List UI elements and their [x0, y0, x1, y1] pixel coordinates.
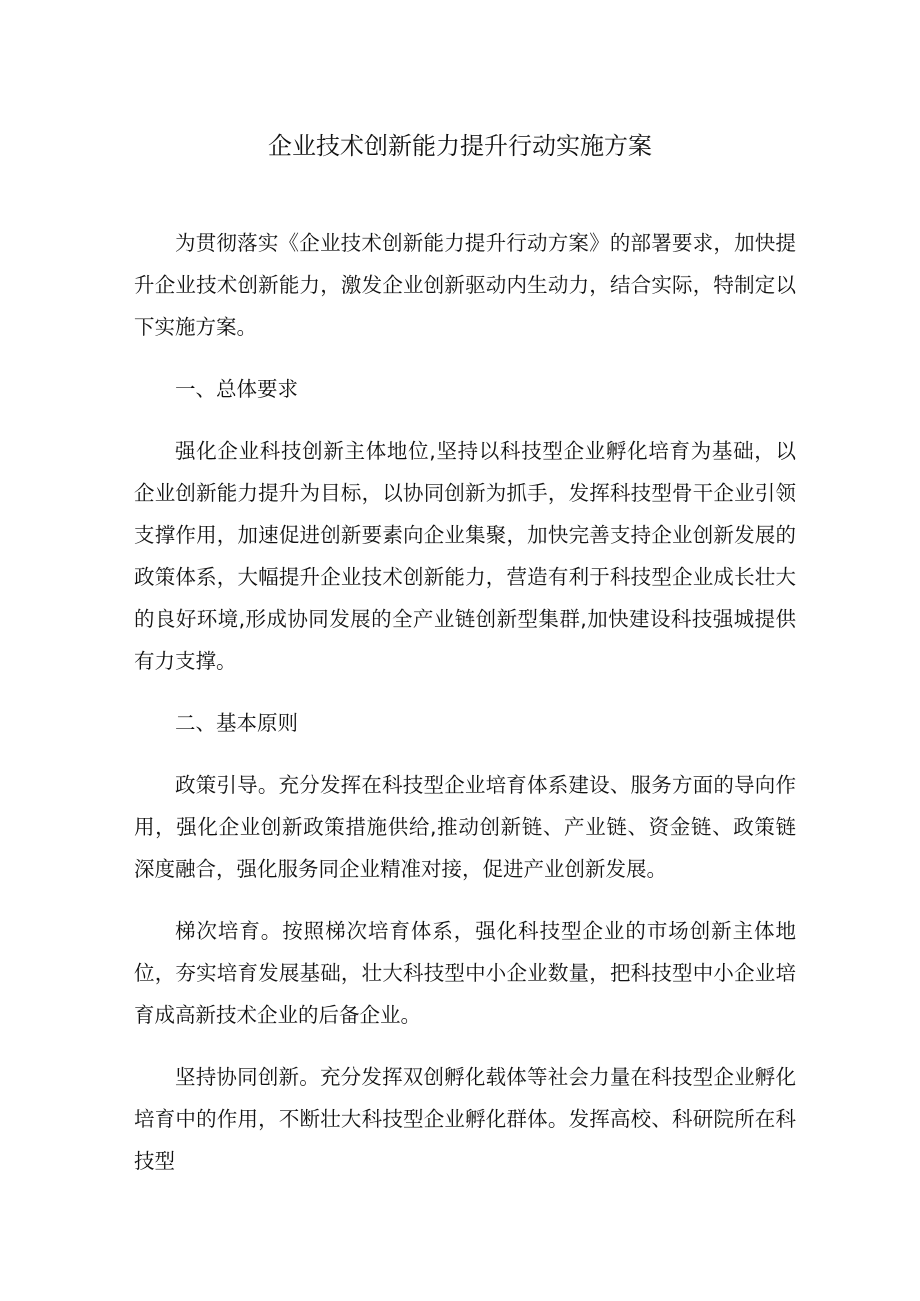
document-title: 企业技术创新能力提升行动实施方案	[268, 132, 652, 160]
section-heading-basic-principles: 二、基本原则	[175, 711, 298, 735]
principle-policy-guidance-paragraph: 政策引导。充分发挥在科技型企业培育体系建设、服务方面的导向作用，强化企业创新政策措施供给,推动创新链、产业链、资金链、政策链深度融合，强化服务同企业精准对接，促进产业创新发展。	[134, 773, 796, 881]
intro-paragraph: 为贯彻落实《企业技术创新能力提升行动方案》的部署要求，加快提升企业技术创新能力，激发企业创新驱动内生动力，结合实际，特制定以下实施方案。	[134, 231, 796, 339]
document-body	[134, 222, 796, 1202]
general-requirements-paragraph: 强化企业科技创新主体地位,坚持以科技型企业孵化培育为基础，以企业创新能力提升为目标，以协同创新为抓手，发挥科技型骨干企业引领支撑作用，加速促进创新要素向企业集聚，加快完善支持企业创新发展的政策体系，大幅提升企业技术创新能力，营造有利于科技型企业成长壮大的良好环境,形成协同发展的全产业链创新型集群,加快建设科技强城提供有力支撑。	[134, 439, 796, 673]
principle-collaborative-innovation-paragraph: 坚持协同创新。充分发挥双创孵化载体等社会力量在科技型企业孵化培育中的作用，不断壮大科技型企业孵化群体。发挥高校、科研院所在科技型	[134, 1065, 796, 1173]
section-heading-general-requirements: 一、总体要求	[175, 377, 298, 401]
principle-tiered-cultivation-paragraph: 梯次培育。按照梯次培育体系，强化科技型企业的市场创新主体地位，夯实培育发展基础，壮大科技型中小企业数量，把科技型中小企业培育成高新技术企业的后备企业。	[134, 919, 796, 1027]
